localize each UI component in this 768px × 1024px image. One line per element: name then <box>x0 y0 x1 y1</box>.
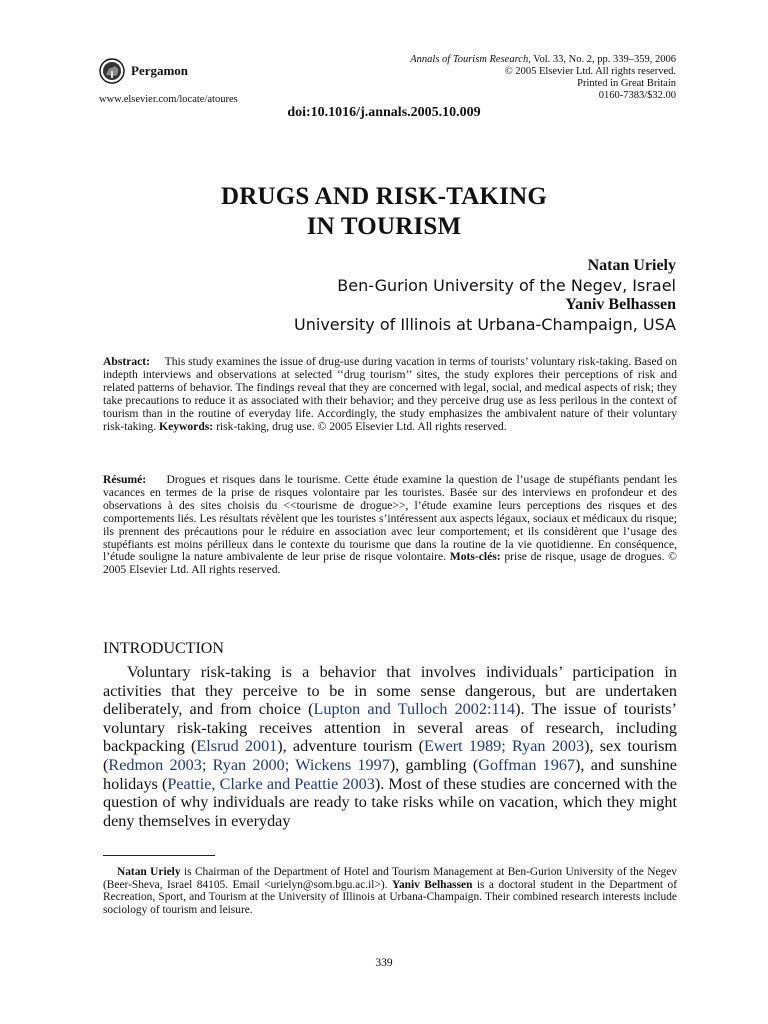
publisher-name: Pergamon <box>131 63 189 78</box>
elsevier-tree-logo-icon <box>99 58 125 84</box>
citation-lupton-tulloch[interactable]: Lupton and Tulloch 2002:114 <box>313 700 516 719</box>
journal-url[interactable]: www.elsevier.com/locate/atoures <box>99 94 238 105</box>
footnote-divider <box>103 855 215 856</box>
intro-text-4: ), sex tourism ( <box>103 737 678 774</box>
author-footnote <box>103 866 677 916</box>
intro-text-1: Voluntary risk-taking is a behavior that involves individuals’ participation in activities that they perceive to be in some sense dangerous, but are undertaken deliberately, and from choice ( <box>103 663 677 719</box>
abstract-keywords-label: Keywords: <box>159 419 214 433</box>
intro-text-6: ), and sunshine holidays ( <box>103 755 677 793</box>
doi[interactable]: doi:10.1016/j.annals.2005.10.009 <box>287 105 481 120</box>
title-line-1: DRUGS AND RISK-TAKING <box>220 183 547 210</box>
journal-name: Annals of Tourism Research, <box>410 54 531 65</box>
author-name-1: Natan Uriely <box>587 257 676 274</box>
citation-ewert-ryan[interactable]: Ewert 1989; Ryan 2003 <box>424 737 585 756</box>
abstract <box>103 356 677 433</box>
intro-text-7: ). Most of these studies are concerned with the question of why individuals are ready to take risks while on vacation, which they might deny themselves in everyday <box>103 774 677 830</box>
resume-label: Résumé: <box>103 473 147 486</box>
article-title <box>0 182 768 242</box>
resume-text: Drogues et risques dans le tourisme. Cette étude examine la question de l’usage de stupéfiants pendant les vacances en termes de la prise de risques volontaire par les touristes. Basée sur des interviews en profondeur et des observations à des sites choisis du <<tourisme de drogue>>, l’étude examine leurs perceptions des risques et des comportements liés. Les résultats révèlent que les touristes s’intéressent aux aspects légaux, sociaux et médicaux du risque; ils prennent des précautions pour le réduire en association avec leur comportement; et ils considèrent que l’usage des stupéfiants est moins périlleux dans le contexte du tourisme que dans la routine de la vie quotidienne. En conséquence, l’étude souligne la nature ambivalente de leur prise de risque volontaire. <box>103 473 677 564</box>
printed-line: Printed in Great Britain <box>577 78 676 89</box>
abstract-label: Abstract: <box>103 355 151 368</box>
resume-keywords: prise de risque, usage de drogues. © 2005 Elsevier Ltd. All rights reserved. <box>103 550 677 577</box>
footnote-name-1: Natan Uriely <box>117 866 181 878</box>
intro-text-2: ). The issue of tourists’ voluntary risk-taking receives attention in several areas of research, including backpacking ( <box>103 700 677 756</box>
footnote-text-1: is Chairman of the Department of Hotel and Tourism Management at Ben-Gurion University of the Negev (Beer-Sheva, Israel 84105. Email <urielyn@som.bgu.ac.il>). <box>103 866 677 891</box>
citation-peattie[interactable]: Peattie, Clarke and Peattie 2003 <box>167 774 375 793</box>
citation-goffman[interactable]: Goffman 1967 <box>478 755 576 774</box>
issn-price: 0160-7383/$32.00 <box>598 90 676 101</box>
author-affiliation-1: Ben-Gurion University of the Negev, Israel <box>337 276 676 295</box>
resume-keywords-label: Mots-clés: <box>449 550 501 564</box>
journal-info <box>276 54 676 102</box>
publisher-logo-block <box>99 58 188 84</box>
intro-text-3: ), adventure tourism ( <box>277 737 425 756</box>
journal-issue: Vol. 33, No. 2, pp. 339–359, 2006 <box>530 54 676 65</box>
citation-elsrud[interactable]: Elsrud 2001 <box>196 737 278 756</box>
introduction-paragraph <box>103 663 677 830</box>
title-line-2: IN TOURISM <box>306 213 462 240</box>
abstract-keywords: risk-taking, drug use. © 2005 Elsevier Ltd. All rights reserved. <box>216 419 507 433</box>
copyright-line: © 2005 Elsevier Ltd. All rights reserved. <box>504 66 676 77</box>
author-affiliation-2: University of Illinois at Urbana-Champaign, USA <box>294 315 676 334</box>
author-name-2: Yaniv Belhassen <box>565 296 676 313</box>
journal-citation <box>276 54 676 66</box>
citation-redmon-ryan-wickens[interactable]: Redmon 2003; Ryan 2000; Wickens 1997 <box>108 755 390 774</box>
abstract-text: This study examines the issue of drug-use during vacation in terms of tourists’ voluntary risk-taking. Based on indepth interviews and observations at selected ‘‘drug tourism’’ sites, the study explores their perceptions of risk and related patterns of behavior. The findings reveal that they are concerned with legal, social, and medical aspects of risk; they take precautions to reduce it as associated with their behavior; and they perceive drug use as less perilous in the context of tourism than in the routine of everyday life. Accordingly, the study emphasizes the ambivalent nature of their voluntary risk-taking. <box>103 355 677 433</box>
page-number: 339 <box>375 957 393 969</box>
section-heading-introduction: INTRODUCTION <box>103 640 224 657</box>
intro-text-5: ), gambling ( <box>389 755 479 774</box>
footnote-text-2: is a doctoral student in the Department of Recreation, Sport, and Tourism at the University of Illinois at Urbana-Champaign. Their combined research interests include sociology of tourism and leisure. <box>103 878 677 916</box>
resume <box>103 474 677 577</box>
footnote-name-2: Yaniv Belhassen <box>391 878 473 891</box>
